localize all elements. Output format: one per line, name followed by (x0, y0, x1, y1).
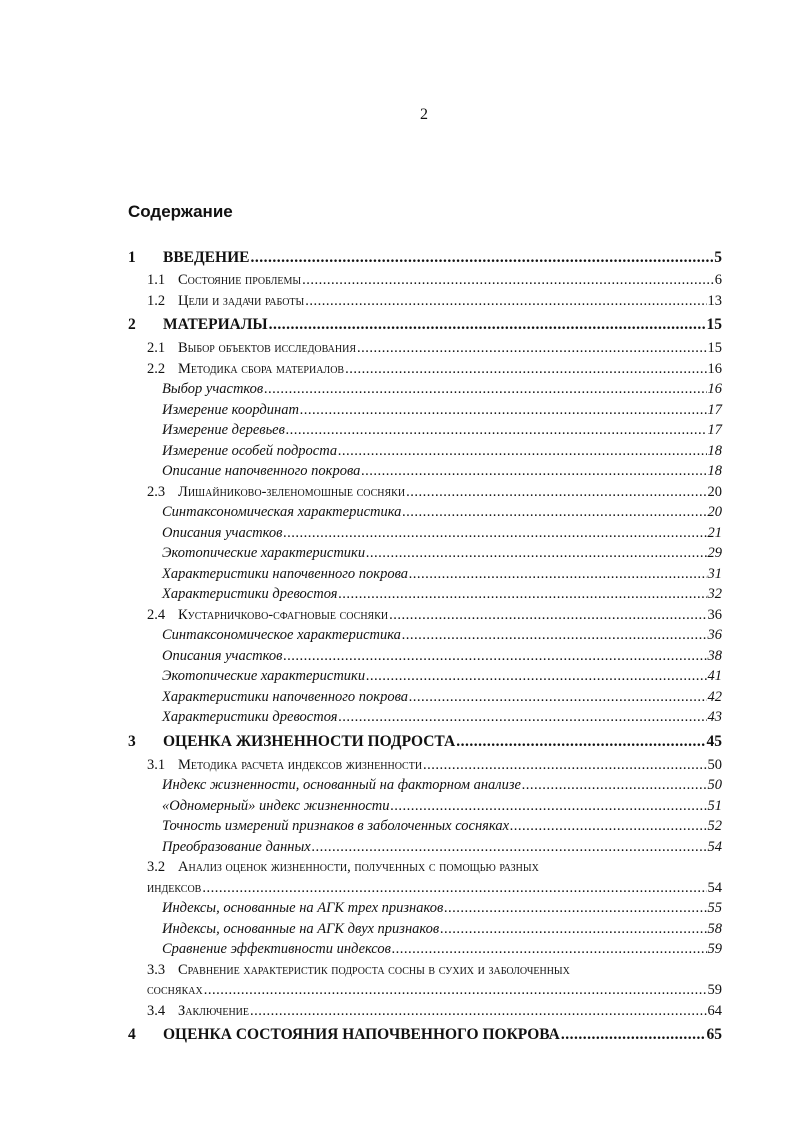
toc-section[interactable] (128, 338, 722, 359)
dot-leader (286, 420, 707, 441)
toc-subsection-entry[interactable] (128, 379, 722, 400)
toc-section[interactable] (128, 960, 722, 981)
dot-leader (402, 625, 707, 646)
entry-page: 50 (707, 777, 722, 793)
toc-subsection-entry[interactable] (128, 625, 722, 646)
entry-number: 2.4 (147, 606, 166, 623)
toc-section[interactable] (128, 482, 722, 503)
entry-number: 1.2 (147, 292, 166, 309)
table-of-contents (128, 246, 722, 1048)
entry-title[interactable]: Характеристики напочвенного покрова (162, 688, 409, 705)
toc-section[interactable] (128, 1001, 722, 1022)
toc-chapter[interactable] (128, 1021, 722, 1048)
entry-number: 2.1 (147, 340, 166, 356)
dot-leader (300, 400, 707, 421)
entry-title[interactable]: Характеристики древостоя (162, 709, 338, 725)
toc-subsection[interactable] (128, 707, 722, 728)
toc-section-entry[interactable] (128, 359, 722, 380)
toc-subsection[interactable] (128, 461, 722, 482)
dot-leader (392, 939, 707, 960)
entry-title-continuation[interactable]: сосняках (147, 982, 203, 998)
entry-title[interactable]: Состояние проблемы (178, 272, 302, 288)
toc-subsection-entry[interactable] (128, 400, 722, 421)
dot-leader (312, 837, 707, 858)
toc-subsection[interactable] (128, 379, 722, 400)
toc-subsection[interactable] (128, 898, 722, 919)
entry-title[interactable]: Выбор объектов исследования (178, 340, 357, 356)
dot-leader (338, 441, 706, 462)
entry-page: 20 (707, 504, 722, 520)
toc-chapter-entry[interactable] (128, 246, 722, 270)
dot-leader (366, 543, 706, 564)
dot-leader (250, 1001, 707, 1022)
toc-subsection-entry[interactable] (128, 523, 722, 544)
toc-subsection[interactable] (128, 523, 722, 544)
entry-title[interactable]: Экотопические характеристики (162, 545, 366, 561)
entry-page: 36 (707, 606, 722, 623)
entry-page: 15 (707, 340, 722, 356)
entry-page: 59 (707, 941, 722, 957)
entry-page: 52 (707, 818, 722, 834)
dot-leader (339, 707, 707, 728)
dot-leader (402, 502, 706, 523)
toc-subsection-entry[interactable] (128, 775, 722, 796)
toc-section-entry[interactable] (128, 338, 722, 359)
entry-title[interactable]: Цели и задачи работы (178, 292, 305, 309)
toc-chapter[interactable] (128, 728, 722, 755)
entry-title[interactable]: ОЦЕНКА СОСТОЯНИЯ НАПОЧВЕННОГО ПОКРОВА (163, 1026, 560, 1043)
entry-page: 21 (707, 524, 722, 541)
toc-section[interactable] (128, 270, 722, 291)
dot-leader (361, 461, 706, 482)
dot-leader (202, 878, 706, 899)
toc-chapter-entry[interactable] (128, 728, 722, 755)
dot-leader (440, 919, 706, 940)
toc-subsection[interactable] (128, 687, 722, 708)
entry-page: 54 (707, 879, 722, 896)
toc-subsection-entry[interactable] (128, 707, 722, 728)
toc-subsection[interactable] (128, 564, 722, 585)
entry-title[interactable]: Лишайниково-зеленомошные сосняки (178, 483, 406, 500)
entry-title[interactable]: Описания участков (162, 524, 283, 541)
entry-page: 13 (707, 292, 722, 309)
entry-title[interactable]: Заключение (178, 1002, 249, 1019)
toc-subsection-entry[interactable] (128, 796, 722, 817)
dot-leader (561, 1021, 706, 1048)
entry-page: 55 (707, 900, 722, 916)
dot-leader (283, 523, 706, 544)
toc-subsection-entry[interactable] (128, 646, 722, 667)
entry-title[interactable]: Сравнение характеристик подроста сосны в сухих и заболоченных (178, 961, 570, 978)
entry-title[interactable]: Индекс жизненности, основанный на факторном анализе (162, 777, 521, 793)
toc-subsection-entry[interactable] (128, 687, 722, 708)
toc-subsection-entry[interactable] (128, 420, 722, 441)
entry-page: 15 (706, 316, 722, 333)
entry-page: 58 (707, 920, 722, 937)
toc-subsection[interactable] (128, 400, 722, 421)
toc-subsection-entry[interactable] (128, 939, 722, 960)
entry-page: 6 (714, 272, 722, 288)
entry-page: 54 (707, 838, 722, 855)
entry-title[interactable]: Синтаксономическая характеристика (162, 504, 402, 520)
toc-subsection-entry[interactable] (128, 666, 722, 687)
entry-title[interactable]: МАТЕРИАЛЫ (163, 316, 268, 333)
entry-title[interactable]: ВВЕДЕНИЕ (163, 249, 250, 266)
toc-section[interactable] (128, 605, 722, 626)
entry-title[interactable]: Экотопические характеристики (162, 668, 366, 684)
entry-number: 3.2 (147, 859, 166, 875)
entry-number: 2 (128, 316, 136, 333)
entry-number: 3.4 (147, 1002, 166, 1019)
toc-section[interactable] (128, 755, 722, 776)
entry-title[interactable]: Индексы, основанные на АГК двух признаков (162, 920, 440, 937)
toc-section-entry[interactable] (128, 605, 722, 626)
entry-page: 51 (707, 797, 722, 814)
dot-leader (302, 270, 714, 291)
entry-page: 38 (707, 647, 722, 664)
entry-page: 41 (707, 668, 722, 684)
toc-chapter-entry[interactable] (128, 1021, 722, 1048)
entry-title[interactable]: Анализ оценок жизненности, полученных с помощью разных (178, 859, 539, 875)
toc-subsection[interactable] (128, 502, 722, 523)
entry-title[interactable]: Методика сбора материалов (178, 360, 345, 377)
dot-leader (406, 482, 706, 503)
toc-section[interactable] (128, 291, 722, 312)
toc-subsection-entry[interactable] (128, 502, 722, 523)
entry-page: 16 (707, 381, 722, 397)
entry-page: 17 (707, 422, 722, 438)
toc-subsection[interactable] (128, 646, 722, 667)
toc-section-continuation[interactable] (128, 980, 722, 1001)
entry-page: 18 (707, 442, 722, 459)
entry-title[interactable]: Описания участков (162, 647, 283, 664)
entry-page: 45 (706, 732, 722, 750)
entry-page: 43 (707, 709, 722, 725)
toc-subsection[interactable] (128, 666, 722, 687)
entry-page: 20 (707, 483, 722, 500)
entry-title[interactable]: Индексы, основанные на АГК трех признаков (162, 900, 444, 916)
entry-page: 50 (707, 756, 722, 773)
dot-leader (456, 728, 705, 755)
toc-subsection-entry[interactable] (128, 564, 722, 585)
page-number: 2 (420, 106, 428, 123)
dot-leader (510, 816, 706, 837)
entry-number: 1.1 (147, 272, 166, 288)
dot-leader (204, 980, 707, 1001)
dot-leader (250, 246, 713, 270)
entry-title[interactable]: Точность измерений признаков в заболоченных сосняках (162, 818, 510, 834)
dot-leader (444, 898, 706, 919)
entry-number: 2.2 (147, 360, 166, 377)
toc-section-entry[interactable] (128, 270, 722, 291)
toc-subsection[interactable] (128, 796, 722, 817)
entry-title[interactable]: Преобразование данных (162, 838, 311, 855)
entry-page: 65 (706, 1026, 722, 1043)
toc-section-entry[interactable] (128, 1001, 722, 1022)
dot-leader (305, 291, 706, 312)
toc-chapter[interactable] (128, 311, 722, 338)
entry-number: 3.1 (147, 756, 166, 773)
entry-page: 29 (707, 545, 722, 561)
entry-title[interactable]: Измерение координат (162, 401, 299, 418)
toc-section-entry[interactable] (128, 960, 722, 1001)
entry-title[interactable]: «Одномерный» индекс жизненности (162, 797, 390, 814)
toc-subsection-entry[interactable] (128, 461, 722, 482)
toc-section-entry[interactable] (128, 755, 722, 776)
entry-title[interactable]: Синтаксономическое характеристика (162, 627, 401, 643)
toc-chapter-entry[interactable] (128, 311, 722, 338)
dot-leader (269, 311, 706, 338)
entry-page: 36 (707, 627, 722, 643)
entry-page: 16 (707, 360, 722, 377)
toc-subsection-entry[interactable] (128, 919, 722, 940)
toc-subsection[interactable] (128, 837, 722, 858)
entry-page: 18 (707, 463, 722, 479)
entry-page: 42 (707, 688, 722, 705)
toc-subsection-entry[interactable] (128, 543, 722, 564)
dot-leader (409, 564, 706, 585)
entry-title[interactable]: ОЦЕНКА ЖИЗНЕННОСТИ ПОДРОСТА (163, 732, 456, 750)
toc-subsection[interactable] (128, 584, 722, 605)
entry-title[interactable]: Описание напочвенного покрова (162, 463, 361, 479)
dot-leader (357, 338, 706, 359)
entry-number: 4 (128, 1026, 136, 1043)
dot-leader (423, 755, 706, 776)
entry-title-continuation[interactable]: индексов (147, 879, 202, 896)
toc-subsection[interactable] (128, 939, 722, 960)
toc-subsection-entry[interactable] (128, 441, 722, 462)
toc-section-entry[interactable] (128, 482, 722, 503)
toc-subsection[interactable] (128, 543, 722, 564)
entry-number: 2.3 (147, 483, 166, 500)
entry-title[interactable]: Характеристики древостоя (162, 586, 338, 602)
entry-title[interactable]: Измерение особей подроста (162, 442, 338, 459)
toc-section-entry[interactable] (128, 857, 722, 898)
toc-section-entry[interactable] (128, 291, 722, 312)
dot-leader (339, 584, 707, 605)
entry-page: 17 (707, 401, 722, 418)
toc-subsection[interactable] (128, 420, 722, 441)
entry-number: 3 (128, 732, 136, 750)
dot-leader (389, 605, 706, 626)
dot-leader (391, 796, 707, 817)
toc-subsection[interactable] (128, 919, 722, 940)
dot-leader (345, 359, 706, 380)
entry-page: 31 (707, 565, 722, 582)
toc-subsection-entry[interactable] (128, 816, 722, 837)
entry-title[interactable]: Измерение деревьев (162, 422, 285, 438)
entry-title[interactable]: Выбор участков (162, 381, 264, 397)
dot-leader (283, 646, 706, 667)
dot-leader (409, 687, 706, 708)
toc-section-continuation[interactable] (128, 878, 722, 899)
entry-page: 64 (707, 1002, 722, 1019)
entry-title[interactable]: Методика расчета индексов жизненности (178, 756, 423, 773)
toc-subsection[interactable] (128, 441, 722, 462)
toc-subsection-entry[interactable] (128, 898, 722, 919)
toc-chapter[interactable] (128, 246, 722, 270)
toc-section[interactable] (128, 857, 722, 878)
toc-subsection[interactable] (128, 816, 722, 837)
toc-section[interactable] (128, 359, 722, 380)
toc-subsection[interactable] (128, 625, 722, 646)
entry-title[interactable]: Кустарничково-сфагновые сосняки (178, 606, 389, 623)
entry-number: 1 (128, 249, 136, 266)
toc-subsection-entry[interactable] (128, 837, 722, 858)
entry-title[interactable]: Сравнение эффективности индексов (162, 941, 391, 957)
dot-leader (264, 379, 706, 400)
toc-subsection-entry[interactable] (128, 584, 722, 605)
entry-number: 3.3 (147, 961, 166, 978)
toc-subsection[interactable] (128, 775, 722, 796)
dot-leader (366, 666, 706, 687)
dot-leader (522, 775, 707, 796)
entry-page: 32 (707, 586, 722, 602)
toc-heading: Содержание (128, 202, 233, 221)
entry-page: 59 (707, 982, 722, 998)
entry-page: 5 (714, 249, 722, 266)
entry-title[interactable]: Характеристики напочвенного покрова (162, 565, 409, 582)
